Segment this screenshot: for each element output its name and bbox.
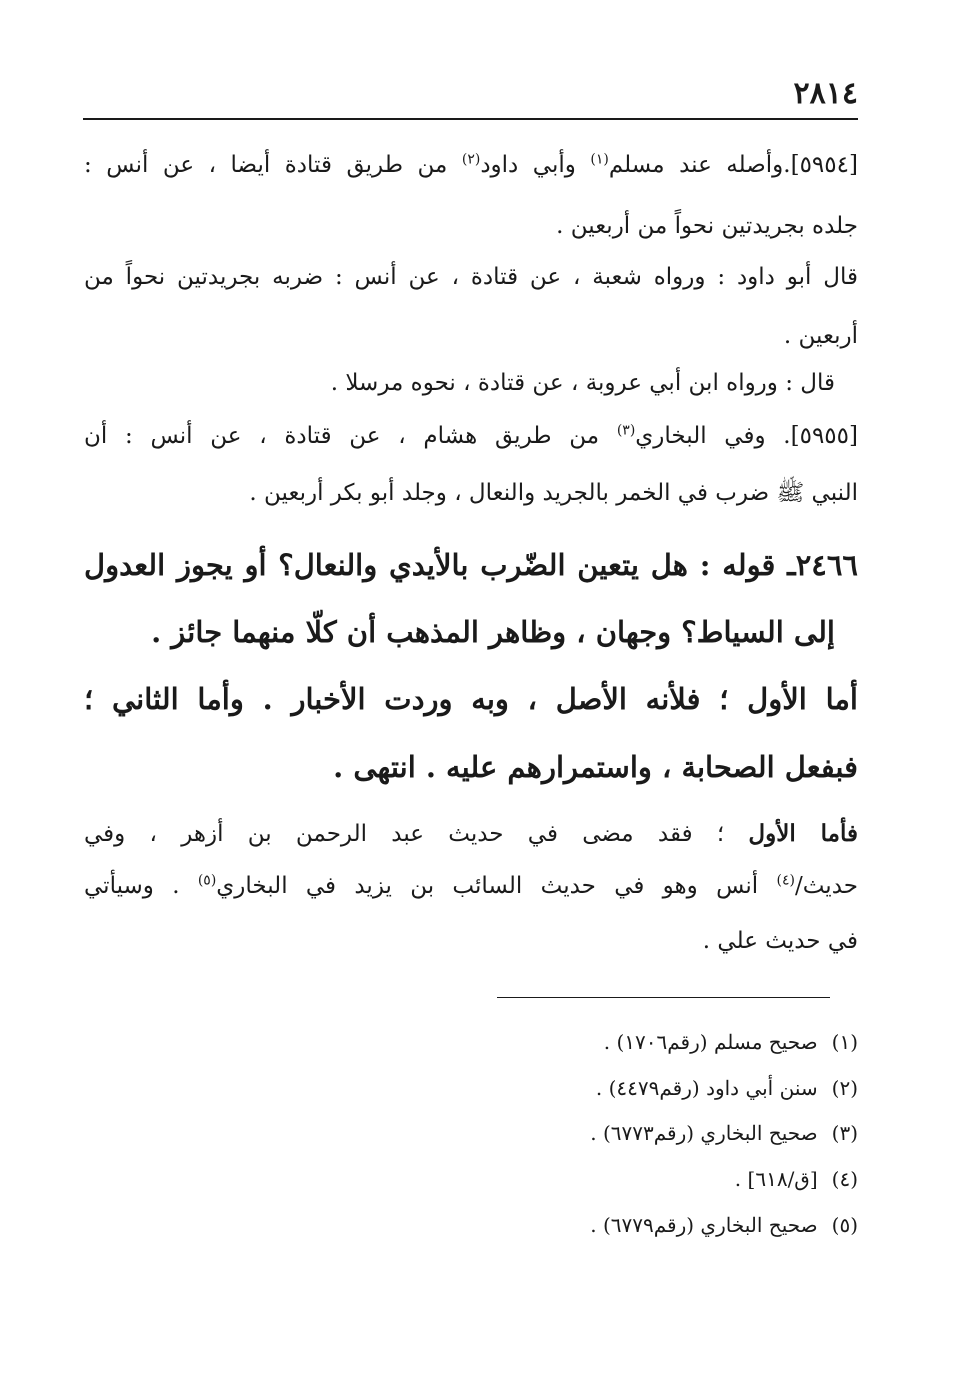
footnote-ref: (١) — [590, 151, 609, 168]
footnote-ref: (٢) — [461, 151, 481, 168]
footnote-number: (٤) — [831, 1167, 858, 1191]
paragraph3: قال : ورواه ابن أبي عروبة ، عن قتادة ، نحوه مرسلا . — [330, 370, 835, 396]
commentary-bold-lead: فأما الأول — [748, 820, 858, 847]
hadith-ref: [٥٩٥٤] — [790, 152, 858, 178]
matn-line4: فبفعل الصحابة ، واستمرارهم عليه . انتهى . — [333, 750, 858, 784]
footnote-ref: (٥) — [197, 872, 217, 889]
page-number: ٢٨١٤ — [793, 76, 858, 111]
commentary-line1: فأما الأول ؛ فقد مضى في حديث عبد الرحمن بن أزهر ، وفي — [84, 820, 858, 847]
footnote-number: (٥) — [831, 1213, 858, 1237]
footnote-text: صحيح البخاري (رقم٦٧٧٩) . — [590, 1213, 818, 1237]
paragraph4-line2: النبي ﷺ ضرب في الخمر بالجريد والنعال ، وجلد أبو بكر أربعين . — [249, 480, 858, 506]
footnote-number: (١) — [831, 1030, 858, 1054]
footnote-text: سنن أبي داود (رقم٤٤٧٩) . — [595, 1076, 818, 1100]
footnote-text: صحيح البخاري (رقم٦٧٧٣) . — [590, 1121, 818, 1145]
footnote-item — [596, 1076, 858, 1100]
footnote-item — [604, 1030, 858, 1054]
paragraph1-line1: [٥٩٥٤].وأصله عند مسلم$^{(١)}$ وأبي داود$^{(٢)}$ من طريق قتادة أيضا ، عن أنس : — [84, 151, 858, 178]
footnote-ref: (٤) — [776, 872, 795, 889]
footnote-item — [590, 1121, 858, 1145]
matn-line1: ٢٤٦٦ـ قوله : هل يتعين الضّرب بالأيدي والنعال؟ أو يجوز العدول — [84, 548, 858, 582]
footnote-number: (٣) — [831, 1121, 858, 1145]
paragraph4-line1: [٥٩٥٥]. وفي البخاري$^{(٣)}$ من طريق هشام ، عن قتادة ، عن أنس : أن — [84, 422, 858, 449]
footnote-item — [590, 1213, 858, 1237]
footnote-text: صحيح مسلم (رقم١٧٠٦) . — [603, 1030, 818, 1054]
footnote-ref: (٣) — [616, 422, 636, 439]
footnote-text: [ق/٦١٨] . — [734, 1167, 818, 1191]
footnote-item — [735, 1167, 858, 1191]
paragraph2-line2: أربعين . — [783, 323, 858, 349]
paragraph2-line1: قال أبو داود : ورواه شعبة ، عن قتادة ، عن أنس : ضربه بجريدتين نحواً من — [84, 264, 858, 290]
commentary-line3: في حديث علي . — [702, 928, 858, 954]
header-rule — [83, 118, 858, 120]
footnote-number: (٢) — [831, 1076, 858, 1100]
paragraph1-line2: جلده بجريدتين نحواً من أربعين . — [556, 213, 858, 239]
commentary-line2: حديث/$^{(٤)}$ أنس وهو في حديث السائب بن يزيد في البخاري$^{(٥)}$ . وسيأتي — [84, 872, 858, 899]
matn-line3: أما الأول ؛ فلأنه الأصل ، وبه وردت الأخبار . وأما الثاني ؛ — [84, 682, 858, 716]
footnote-separator — [497, 997, 830, 998]
hadith-ref: [٥٩٥٥] — [790, 423, 858, 449]
matn-line2: إلى السياط؟ وجهان ، وظاهر المذهب أن كلّا منهما جائز . — [151, 615, 835, 649]
